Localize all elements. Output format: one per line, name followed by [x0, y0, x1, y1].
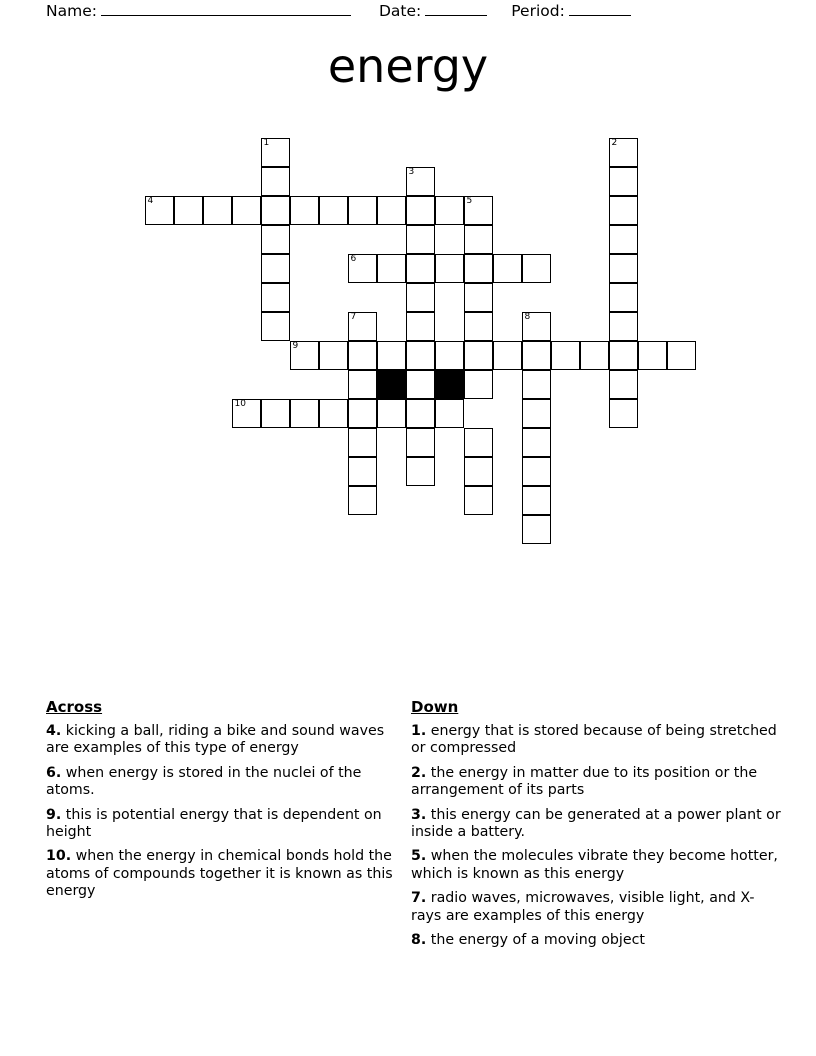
clue-text: radio waves, microwaves, visible light, and X-rays are examples of this energy [411, 890, 755, 924]
grid-cell[interactable] [406, 225, 435, 254]
across-clues-column [46, 698, 411, 908]
clue-text: this is potential energy that is dependent on height [46, 806, 382, 841]
grid-cell[interactable] [522, 515, 551, 544]
clue-text: when energy is stored in the nuclei of the atoms. [46, 764, 362, 799]
grid-cell[interactable] [464, 428, 493, 457]
grid-cell[interactable] [609, 370, 638, 399]
clue-number: 2. [411, 764, 427, 781]
grid-cell[interactable] [348, 312, 377, 341]
grid-cell-number: 9 [292, 341, 299, 351]
grid-cell[interactable] [406, 312, 435, 341]
grid-cell[interactable] [406, 399, 435, 428]
grid-cell[interactable] [261, 225, 290, 254]
grid-cell[interactable] [435, 196, 464, 225]
grid-cell[interactable] [609, 341, 638, 370]
grid-cell[interactable] [406, 341, 435, 370]
grid-cell[interactable] [174, 196, 203, 225]
grid-cell[interactable] [377, 341, 406, 370]
grid-cell[interactable] [203, 196, 232, 225]
name-field-group [46, 2, 351, 20]
grid-cell[interactable] [609, 225, 638, 254]
grid-cell[interactable] [609, 254, 638, 283]
clue-text: the energy in matter due to its position or the arrangement of its parts [411, 764, 758, 799]
grid-cell[interactable] [348, 341, 377, 370]
grid-cell[interactable] [319, 341, 348, 370]
grid-cell[interactable] [609, 399, 638, 428]
clues-section [0, 698, 816, 956]
grid-cell[interactable] [464, 225, 493, 254]
grid-cell[interactable] [464, 486, 493, 515]
grid-cell[interactable] [522, 312, 551, 341]
grid-cell[interactable] [290, 341, 319, 370]
grid-cell-blocked [435, 370, 464, 399]
grid-cell[interactable] [464, 341, 493, 370]
worksheet-header [0, 0, 816, 28]
grid-cell[interactable] [319, 196, 348, 225]
clue-number: 3. [411, 806, 427, 823]
grid-cell[interactable] [493, 341, 522, 370]
grid-cell[interactable] [609, 283, 638, 312]
date-label: Date: [378, 2, 422, 20]
down-clue-list [411, 723, 781, 949]
clue-item [411, 807, 781, 842]
grid-cell-number: 6 [350, 254, 357, 264]
grid-cell[interactable] [261, 283, 290, 312]
grid-cell-number: 3 [408, 167, 415, 177]
grid-cell[interactable] [464, 196, 493, 225]
clue-number: 5. [411, 848, 427, 865]
grid-cell[interactable] [406, 254, 435, 283]
clue-item [46, 765, 411, 800]
grid-cell[interactable] [261, 254, 290, 283]
grid-cell[interactable] [377, 399, 406, 428]
grid-cell[interactable] [406, 283, 435, 312]
clue-item [46, 723, 411, 758]
clue-text: kicking a ball, riding a bike and sound waves are examples of this type of energy [46, 723, 385, 757]
grid-cell[interactable] [261, 312, 290, 341]
clue-number: 6. [46, 764, 62, 781]
grid-cell[interactable] [522, 341, 551, 370]
date-field-group [379, 2, 487, 20]
grid-cell[interactable] [609, 312, 638, 341]
grid-cell[interactable] [348, 254, 377, 283]
grid-cell-number: 8 [524, 312, 531, 322]
grid-cell[interactable] [435, 254, 464, 283]
grid-cell[interactable] [348, 428, 377, 457]
grid-cell[interactable] [261, 138, 290, 167]
grid-cell[interactable] [464, 370, 493, 399]
grid-cell[interactable] [464, 254, 493, 283]
across-heading: Across [46, 698, 103, 716]
grid-cell[interactable] [609, 167, 638, 196]
period-blank-line[interactable] [569, 2, 631, 16]
grid-cell-number: 10 [234, 399, 246, 409]
grid-cell[interactable] [377, 196, 406, 225]
grid-cell[interactable] [290, 399, 319, 428]
page-title: energy [327, 39, 489, 93]
clue-number: 9. [46, 806, 62, 823]
clue-number: 1. [411, 723, 427, 739]
down-heading: Down [411, 698, 459, 716]
clue-item [411, 932, 781, 949]
grid-cell[interactable] [522, 457, 551, 486]
grid-cell[interactable] [609, 196, 638, 225]
grid-cell[interactable] [348, 486, 377, 515]
grid-cell[interactable] [348, 370, 377, 399]
clue-item [411, 890, 781, 925]
grid-cell[interactable] [522, 370, 551, 399]
clue-number: 7. [411, 890, 427, 907]
grid-cell[interactable] [348, 196, 377, 225]
grid-cell[interactable] [435, 341, 464, 370]
clue-text: the energy of a moving object [426, 932, 645, 949]
grid-cell[interactable] [464, 312, 493, 341]
grid-cell[interactable] [261, 167, 290, 196]
date-blank-line[interactable] [425, 2, 487, 16]
grid-cell[interactable] [522, 399, 551, 428]
clue-text: energy that is stored because of being stretched or compressed [411, 723, 777, 757]
grid-cell[interactable] [261, 399, 290, 428]
grid-cell[interactable] [406, 428, 435, 457]
grid-cell[interactable] [406, 457, 435, 486]
clue-number: 10. [46, 848, 72, 865]
period-label: Period: [511, 2, 565, 20]
clue-item [46, 848, 411, 900]
grid-cell-number: 2 [611, 138, 618, 148]
grid-cell[interactable] [638, 341, 667, 370]
grid-cell[interactable] [522, 486, 551, 515]
grid-cell[interactable] [290, 196, 319, 225]
grid-cell[interactable] [406, 370, 435, 399]
grid-cell-number: 1 [263, 138, 270, 148]
grid-cell-blocked [377, 370, 406, 399]
grid-cell[interactable] [580, 341, 609, 370]
grid-cell[interactable] [406, 167, 435, 196]
grid-cell[interactable] [522, 428, 551, 457]
across-clue-list [46, 723, 411, 901]
grid-cell[interactable] [464, 457, 493, 486]
grid-cell-number: 5 [466, 196, 473, 206]
grid-cell[interactable] [551, 341, 580, 370]
grid-cell-number: 7 [350, 312, 357, 322]
grid-cell[interactable] [348, 399, 377, 428]
name-blank-line[interactable] [101, 2, 351, 16]
grid-cell[interactable] [667, 341, 696, 370]
clue-item [411, 848, 781, 883]
grid-cell[interactable] [609, 138, 638, 167]
grid-cell[interactable] [522, 254, 551, 283]
grid-cell[interactable] [261, 196, 290, 225]
grid-cell[interactable] [145, 196, 174, 225]
grid-cell[interactable] [435, 399, 464, 428]
grid-cell[interactable] [406, 196, 435, 225]
grid-cell-number: 4 [147, 196, 154, 206]
grid-cell[interactable] [232, 196, 261, 225]
clue-item [46, 807, 411, 842]
clue-item [411, 765, 781, 800]
grid-cell[interactable] [319, 399, 348, 428]
grid-cell[interactable] [232, 399, 261, 428]
down-clues-column [411, 698, 781, 956]
clue-item [411, 723, 781, 758]
clue-text: this energy can be generated at a power plant or inside a battery. [411, 806, 781, 841]
name-label: Name: [46, 2, 97, 20]
crossword-grid [145, 138, 685, 528]
grid-cell[interactable] [464, 283, 493, 312]
clue-number: 8. [411, 932, 427, 949]
grid-cell[interactable] [348, 457, 377, 486]
grid-cell[interactable] [493, 254, 522, 283]
clue-number: 4. [46, 723, 62, 739]
clue-text: when the energy in chemical bonds hold the atoms of compounds together it is known as this energy [46, 848, 393, 900]
period-field-group [511, 2, 631, 20]
clue-text: when the molecules vibrate they become hotter, which is known as this energy [411, 848, 778, 882]
grid-cell[interactable] [377, 254, 406, 283]
